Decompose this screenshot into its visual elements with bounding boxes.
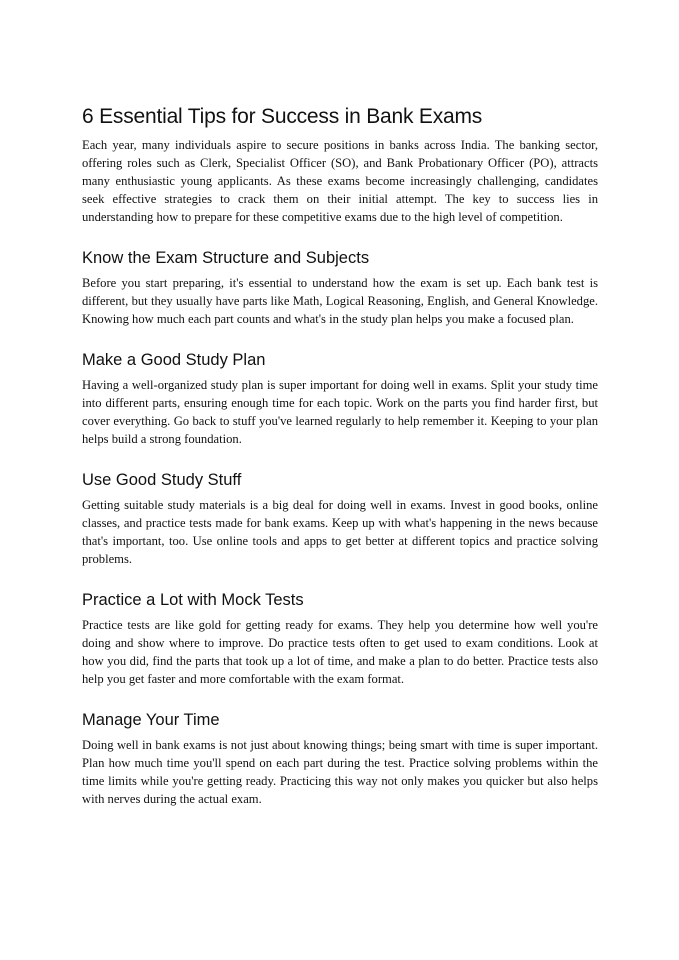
section-paragraph: Doing well in bank exams is not just about knowing things; being smart with time is super important. Plan how much time you'll spend on each part during the test. Practice solving problems within the time limits while you're getting ready. Practicing this way not only makes you quicker but also helps with nerves during the actual exam. xyxy=(82,738,598,806)
section-study-plan xyxy=(82,349,598,448)
section-manage-time xyxy=(82,709,598,808)
section-study-stuff xyxy=(82,469,598,568)
section-paragraph: Before you start preparing, it's essential to understand how the exam is set up. Each bank test is different, but they usually have parts like Math, Logical Reasoning, English, and General Knowledge. Knowing how much each part counts and what's in the study plan helps you make a focused plan. xyxy=(82,276,598,326)
document-page xyxy=(82,104,598,808)
section-mock-tests xyxy=(82,589,598,688)
section-paragraph: Having a well-organized study plan is super important for doing well in exams. Split your study time into different parts, ensuring enough time for each topic. Work on the parts you find harder first, but cover everything. Go back to stuff you've learned regularly to help remember it. Keeping to your plan helps build a strong foundation. xyxy=(82,378,598,446)
section-heading: Know the Exam Structure and Subjects xyxy=(82,249,370,267)
section-heading: Use Good Study Stuff xyxy=(82,471,242,489)
section-exam-structure xyxy=(82,247,598,328)
section-paragraph: Practice tests are like gold for getting ready for exams. They help you determine how well you're doing and show where to improve. Do practice tests often to get used to exam conditions. Look at how you did, find the parts that took up a lot of time, and make a plan to do better. Practice tests also help you get faster and more comfortable with the exam format. xyxy=(82,618,598,686)
section-paragraph: Getting suitable study materials is a big deal for doing well in exams. Invest in good books, online classes, and practice tests made for bank exams. Keep up with what's happening in the news because that's important, too. Use online tools and apps to get better at different topics and practice solving problems. xyxy=(82,498,598,566)
intro-paragraph: Each year, many individuals aspire to secure positions in banks across India. The banking sector, offering roles such as Clerk, Specialist Officer (SO), and Bank Probationary Officer (PO), attracts many enthusiastic young applicants. As these exams become increasingly challenging, candidates seek effective strategies to crack them on their initial attempt. The key to success lies in understanding how to prepare for these competitive exams due to the high level of competition. xyxy=(82,138,598,224)
section-heading: Manage Your Time xyxy=(82,711,220,729)
section-heading: Make a Good Study Plan xyxy=(82,351,266,369)
page-title: 6 Essential Tips for Success in Bank Exams xyxy=(82,105,483,128)
section-heading: Practice a Lot with Mock Tests xyxy=(82,591,304,609)
